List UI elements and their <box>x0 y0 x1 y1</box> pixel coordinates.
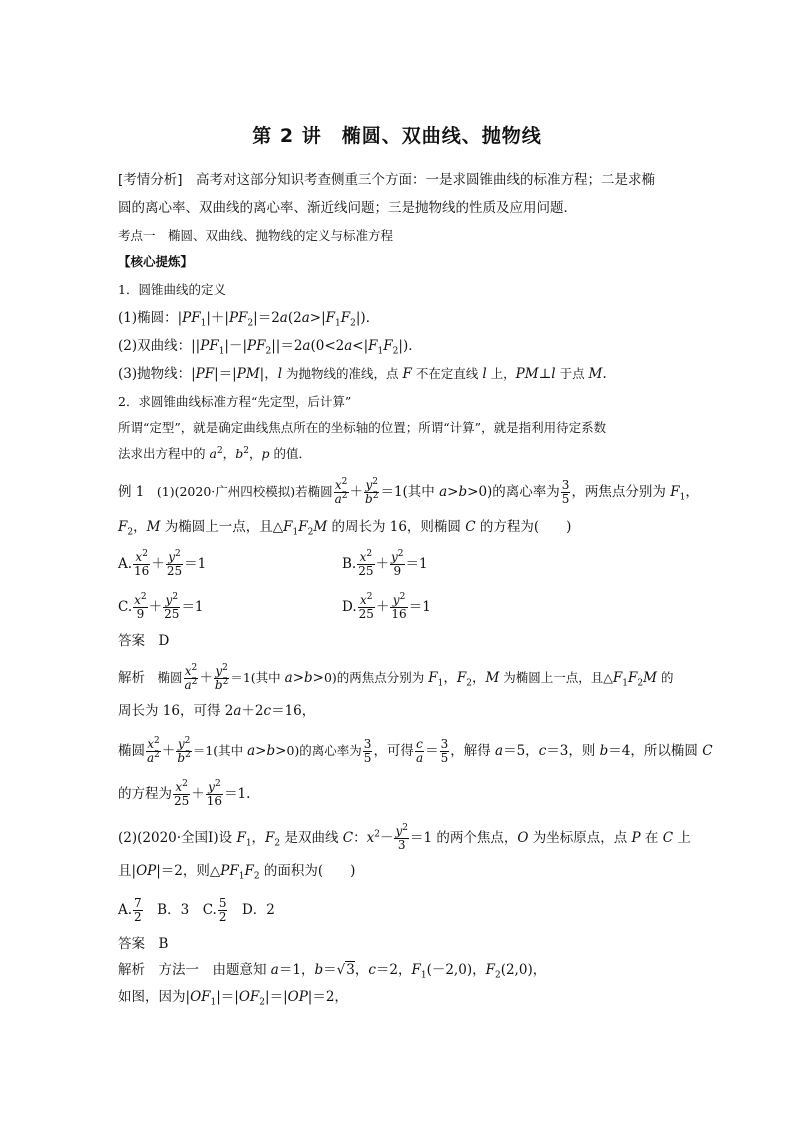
analysis-line-1: [考情分析] 高考对这部分知识考查侧重三个方面：一是求圆锥曲线的标准方程；二是求椭 <box>118 172 656 188</box>
analysis-label: [考情分析] <box>118 172 183 188</box>
example-2-line-2: 且|OP|＝2，则$\triangle PF_1F_2$ 的面积为( ) <box>118 863 356 882</box>
solution-1-line-1: 解析 椭圆 $\frac{x^2}{a^2}$ ＋ $\frac{y^2}{b^2}$ ＝1(其中 a>b>0)的两焦点分别为 $F_1$，$F_2$，M 为椭圆上一点，且$\triangle F_1F_2M$ 的 <box>118 663 674 692</box>
example-1-line-2: $F_2$，M 为椭圆上一点，且$\triangle F_1F_2M$ 的周长为 16，则椭圆 C 的方程为( ) <box>118 519 572 538</box>
solution-1-line-3: 椭圆 $\frac{x^2}{a^2}$ ＋ $\frac{y^2}{b^2}$ ＝1(其中 a>b>0)的离心率为 $\frac{3}{5}$ ，可得 $\frac{c}{a}$ ＝ $\frac{3}{5}$ ，解得 a＝5，c＝3，则 b＝4，所以椭圆 C <box>118 736 713 765</box>
section-2-text-1: 所谓“定型”，就是确定曲线焦点所在的坐标轴的位置；所谓“计算”，就是指利用待定系数 <box>118 420 607 435</box>
page-title: 第 2 讲 椭圆、双曲线、抛物线 <box>252 125 542 147</box>
section-2-heading: 2．求圆锥曲线标准方程“先定型，后计算” <box>118 394 352 409</box>
solution-2-line-2: 如图，因为$|OF_1|=|OF_2|=|OP|=2$， <box>118 989 348 1008</box>
options-row-1 <box>118 551 684 578</box>
option-a: A. $\frac{x^2}{16}$ ＋ $\frac{y^2}{25}$ ＝1 <box>118 549 207 578</box>
answer-2: 答案 B <box>118 936 169 952</box>
example-1-line-1: 例 1 (1)(2020·广州四校模拟)若椭圆 $\frac{x^2}{a^2}$ ＋ $\frac{y^2}{b^2}$ ＝1(其中 a>b>0)的离心率为 $\frac{3}{5}$ ，两焦点分别为 $F_1$， <box>118 477 699 506</box>
analysis-line-2: 圆的离心率、双曲线的离心率、渐近线问题；三是抛物线的性质及应用问题． <box>118 200 577 216</box>
solution-1-line-4: 的方程为 $\frac{x^2}{25}$ ＋ $\frac{y^2}{16}$ ＝1. <box>118 779 251 808</box>
options-row-2 <box>118 594 684 621</box>
solution-2-line-1: 解析 方法一 由题意知 a＝1，b＝√3，c＝2，$F_1(-2,0)$，$F_2(2,0)$， <box>118 962 547 981</box>
kaodian-heading: 考点一 椭圆、双曲线、抛物线的定义与标准方程 <box>118 228 394 243</box>
answer-1: 答案 D <box>118 633 170 649</box>
def-parabola: (3)抛物线：|PF|＝|PM|，l 为抛物线的准线，点 F 不在定直线 l 上，PM⊥l 于点 M. <box>118 366 607 382</box>
example-2-options: A. $\frac{7}{2}$ B．3 C. $\frac{5}{2}$ D．2 <box>118 896 275 924</box>
def-hyperbola: (2)双曲线：$||PF_1|-|PF_2||=2a(0<2a<|F_1F_2|)$． <box>118 338 422 357</box>
def-ellipse: (1)椭圆：$|PF_1|+|PF_2|=2a(2a>|F_1F_2|)$． <box>118 310 380 329</box>
core-heading: 【核心提炼】 <box>118 254 194 269</box>
option-b: B. $\frac{x^2}{25}$ ＋ $\frac{y^2}{9}$ ＝1 <box>342 549 428 578</box>
section-1-heading: 1．圆锥曲线的定义 <box>118 282 226 297</box>
example-2-line-1: (2)(2020·全国Ⅰ)设 $F_1$，$F_2$ 是双曲线 C：$x^2-$ $\frac{y^2}{3}$ ＝1 的两个焦点，O 为坐标原点，点 P 在 C 上 <box>118 823 691 852</box>
option-d: D. $\frac{x^2}{25}$ ＋ $\frac{y^2}{16}$ ＝1 <box>342 592 431 621</box>
solution-1-line-2: 周长为 16，可得 2a＋2c＝16， <box>118 703 316 719</box>
example-1-label: 例 1 <box>118 484 145 500</box>
option-c: C. $\frac{x^2}{9}$ ＋ $\frac{y^2}{25}$ ＝1 <box>118 592 204 621</box>
section-2-text-2: 法求出方程中的 $a^2$，$b^2$，p 的值． <box>118 445 311 461</box>
